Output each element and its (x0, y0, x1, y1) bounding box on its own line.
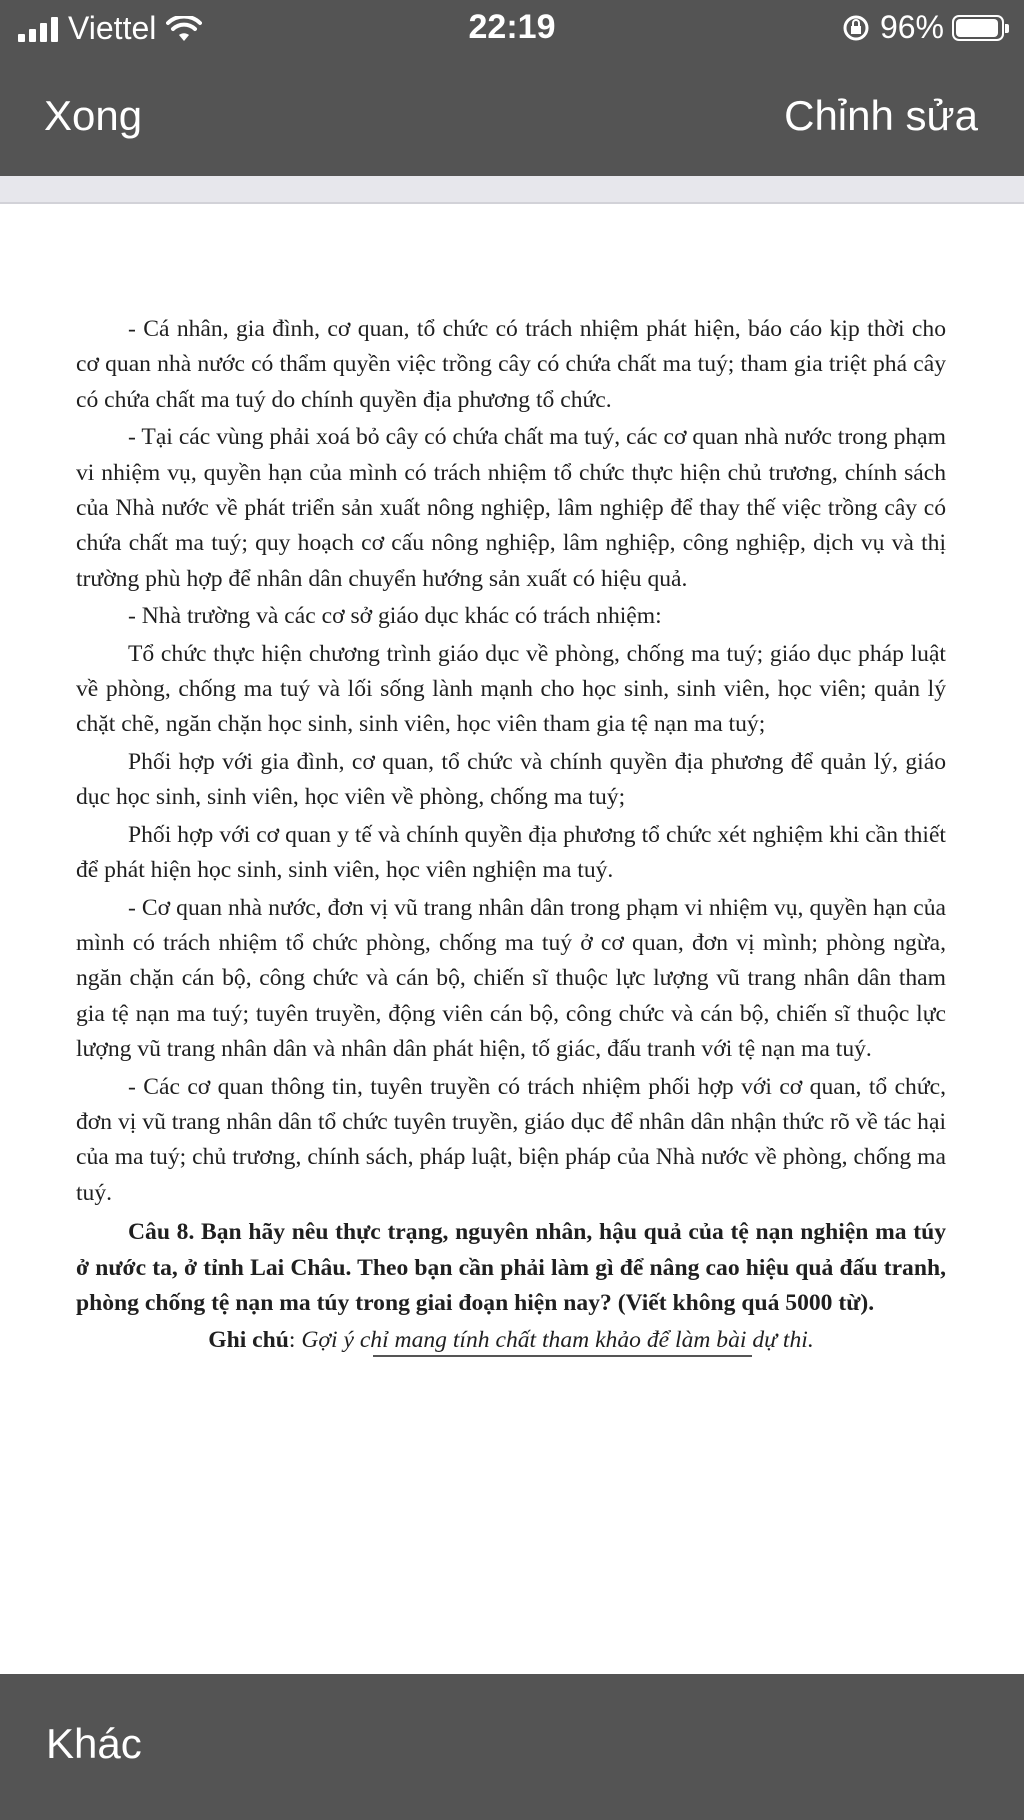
note (76, 1323, 946, 1358)
note-text-content: Gợi ý chỉ mang tính chất tham khảo để làm bài dự thi. (301, 1327, 814, 1354)
top-bar (0, 0, 1024, 176)
paragraph: Tổ chức thực hiện chương trình giáo dục về phòng, chống ma tuý; giáo dục pháp luật về phòng, chống ma tuý và lối sống lành mạnh cho học sinh, sinh viên, học viên; quản lý chặt chẽ, ngăn chặn học sinh, sinh viên, học viên tham gia tệ nạn ma tuý; (76, 640, 946, 738)
edit-button[interactable]: Chỉnh sửa (784, 92, 978, 139)
status-right (842, 9, 1004, 46)
carrier-name: Viettel (68, 10, 157, 46)
note-text (301, 1327, 813, 1353)
paragraph: - Cá nhân, gia đình, cơ quan, tổ chức có trách nhiệm phát hiện, báo cáo kịp thời cho cơ quan nhà nước có thẩm quyền việc trồng cây có chứa chất ma tuý; tham gia triệt phá cây có chứa chất ma tuý do chính quyền địa phương tổ chức. (76, 316, 946, 413)
done-button[interactable]: Xong (44, 92, 143, 139)
status-time: 22:19 (468, 8, 556, 46)
note-colon: : (288, 1327, 302, 1354)
paragraph: Phối hợp với cơ quan y tế và chính quyền địa phương tổ chức xét nghiệm khi cần thiết để phát hiện học sinh, sinh viên, học viên nghiện ma tuý. (76, 821, 946, 884)
paragraph: Phối hợp với gia đình, cơ quan, tổ chức và chính quyền địa phương để quản lý, giáo dục học sinh, sinh viên, học viên về phòng, chống ma tuý; (76, 748, 946, 811)
status-bar (0, 0, 1024, 60)
paragraph: - Tại các vùng phải xoá bỏ cây có chứa chất ma tuý, các cơ quan nhà nước trong phạm vi nhiệm vụ, quyền hạn của mình có trách nhiệm tổ chức thực hiện chủ trương, chính sách của Nhà nước về phát triển sản xuất nông nghiệp, lâm nghiệp để thay thế việc trồng cây có chứa chất ma tuý; quy hoạch cơ cấu nông nghiệp, lâm nghiệp, công nghiệp, dịch vụ và thị trường phù hợp để nhân dân chuyển hướng sản xuất có hiệu quả. (76, 424, 946, 592)
paragraph: - Nhà trường và các cơ sở giáo dục khác có trách nhiệm: (128, 603, 662, 630)
battery-icon (952, 15, 1004, 41)
note-label: Ghi chú (208, 1327, 289, 1354)
bottom-bar (0, 1674, 1024, 1820)
paragraph: - Các cơ quan thông tin, tuyên truyền có trách nhiệm phối hợp với cơ quan, tổ chức, đơn vị vũ trang nhân dân tổ chức tuyên truyền, giáo dục để nhân dân nhận thức rõ về tác hại của ma tuý; chủ trương, chính sách, pháp luật, biện pháp của Nhà nước về phòng, chống ma tuý. (76, 1073, 946, 1206)
sheet-edge (0, 176, 1024, 204)
paragraph: - Cơ quan nhà nước, đơn vị vũ trang nhân dân trong phạm vi nhiệm vụ, quyền hạn của mình có trách nhiệm tổ chức phòng, chống ma tuý ở cơ quan, đơn vị mình; phòng ngừa, ngăn chặn cán bộ, công chức và cán bộ, chiến sĩ thuộc lực lượng vũ trang nhân dân tham gia tệ nạn ma tuý; tuyên truyền, động viên cán bộ, công chức và cán bộ, chiến sĩ thuộc lực lượng vũ trang nhân dân và nhân dân phát hiện, tố giác, đấu tranh với tệ nạn ma tuý. (76, 894, 946, 1063)
orientation-lock-icon (842, 14, 870, 42)
document-page (76, 312, 946, 1361)
more-button[interactable]: Khác (46, 1720, 142, 1767)
question-heading: Câu 8. Bạn hãy nêu thực trạng, nguyên nhân, hậu quả của tệ nạn nghiện ma túy ở nước ta, ở tỉnh Lai Châu. Theo bạn cần phải làm gì để nâng cao hiệu quả đấu tranh, phòng chống tệ nạn ma túy trong giai đoạn hiện nay? (Viết không quá 5000 từ). (76, 1219, 946, 1316)
battery-percent: 96% (879, 9, 944, 45)
